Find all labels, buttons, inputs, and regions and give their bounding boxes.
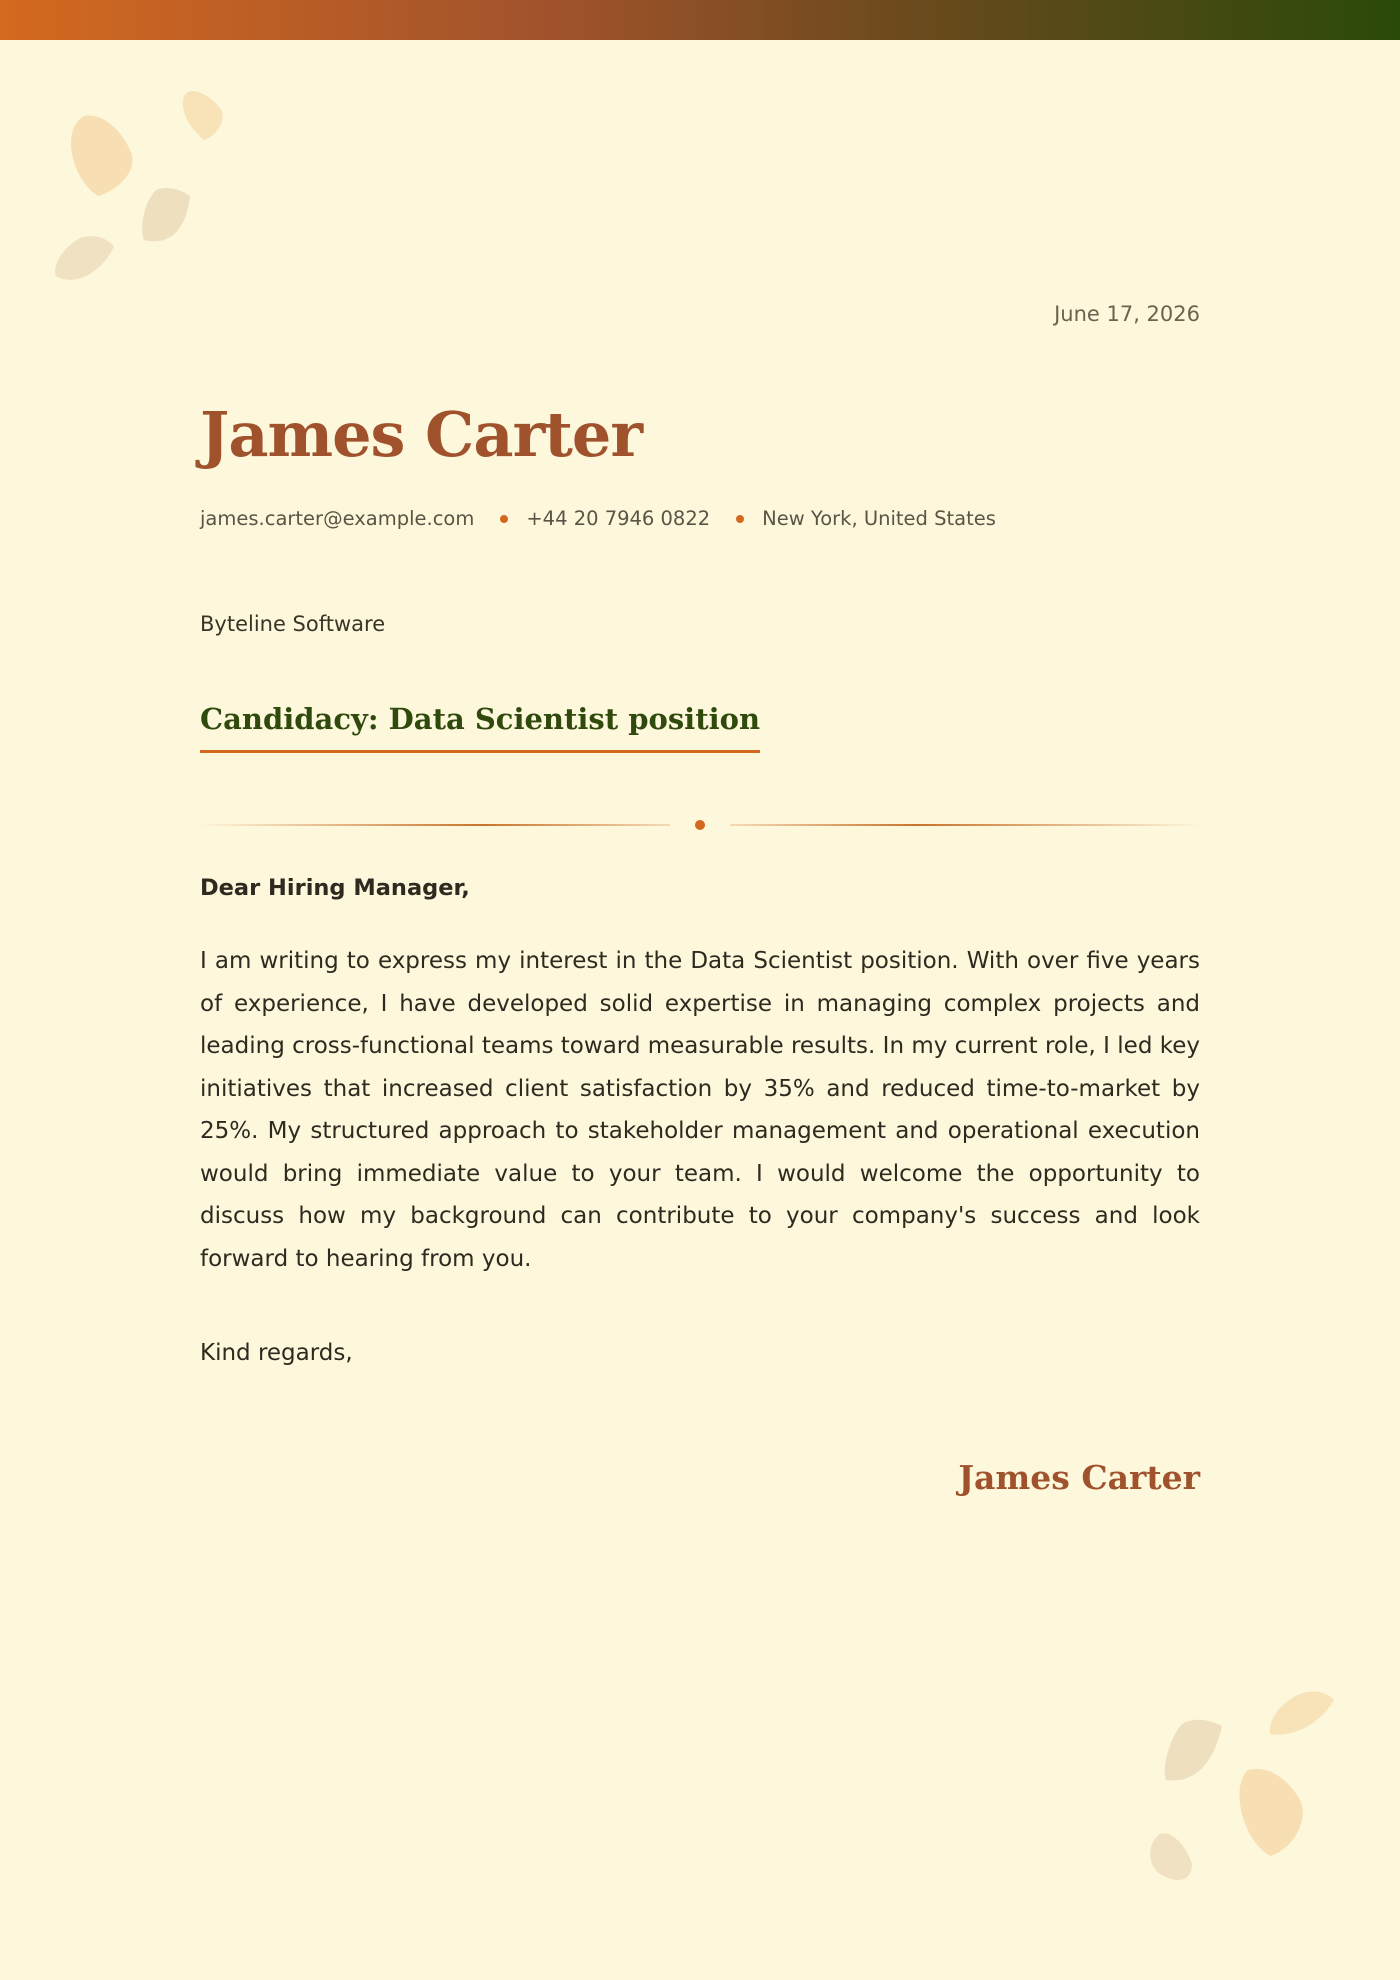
letter-body: I am writing to express my interest in the Data Scientist position. With over five years of experience, I have developed solid expertise in managing complex projects and leading cross-functional teams toward measurable results. In my current role, I led key initiatives that increased client satisfaction by 35% and reduced time-to-market by 25%. My structured approach to stakeholder management and operational execution would bring immediate value to your team. I would welcome the opportunity to discuss how my background can contribute to your company's success and look forward to hearing from you.: [200, 948, 1200, 1272]
sender-phone: +44 20 7946 0822: [526, 507, 711, 530]
leaf-cluster-top-left-icon: [55, 91, 222, 280]
sender-email: james.carter@example.com: [200, 507, 475, 530]
closing: Kind regards,: [200, 1340, 353, 1366]
salutation: Dear Hiring Manager,: [200, 875, 470, 901]
sender-location: New York, United States: [762, 507, 996, 530]
bullet-dot-icon: [736, 515, 744, 523]
divider-line-left: [200, 824, 670, 826]
divider-line-right: [730, 824, 1200, 826]
contact-line: [200, 507, 996, 530]
divider-dot-icon: [695, 820, 705, 830]
subject-heading: Candidacy: Data Scientist position: [200, 702, 760, 753]
leaf-cluster-bottom-right-icon: [1150, 1692, 1334, 1880]
signature: James Carter: [958, 1458, 1200, 1497]
sender-name: James Carter: [200, 398, 642, 471]
top-gradient-bar: [0, 0, 1400, 40]
bullet-dot-icon: [500, 515, 508, 523]
recipient-company: Byteline Software: [200, 612, 386, 636]
letter-date: June 17, 2026: [1054, 302, 1200, 326]
ornamental-divider: [200, 816, 1200, 832]
